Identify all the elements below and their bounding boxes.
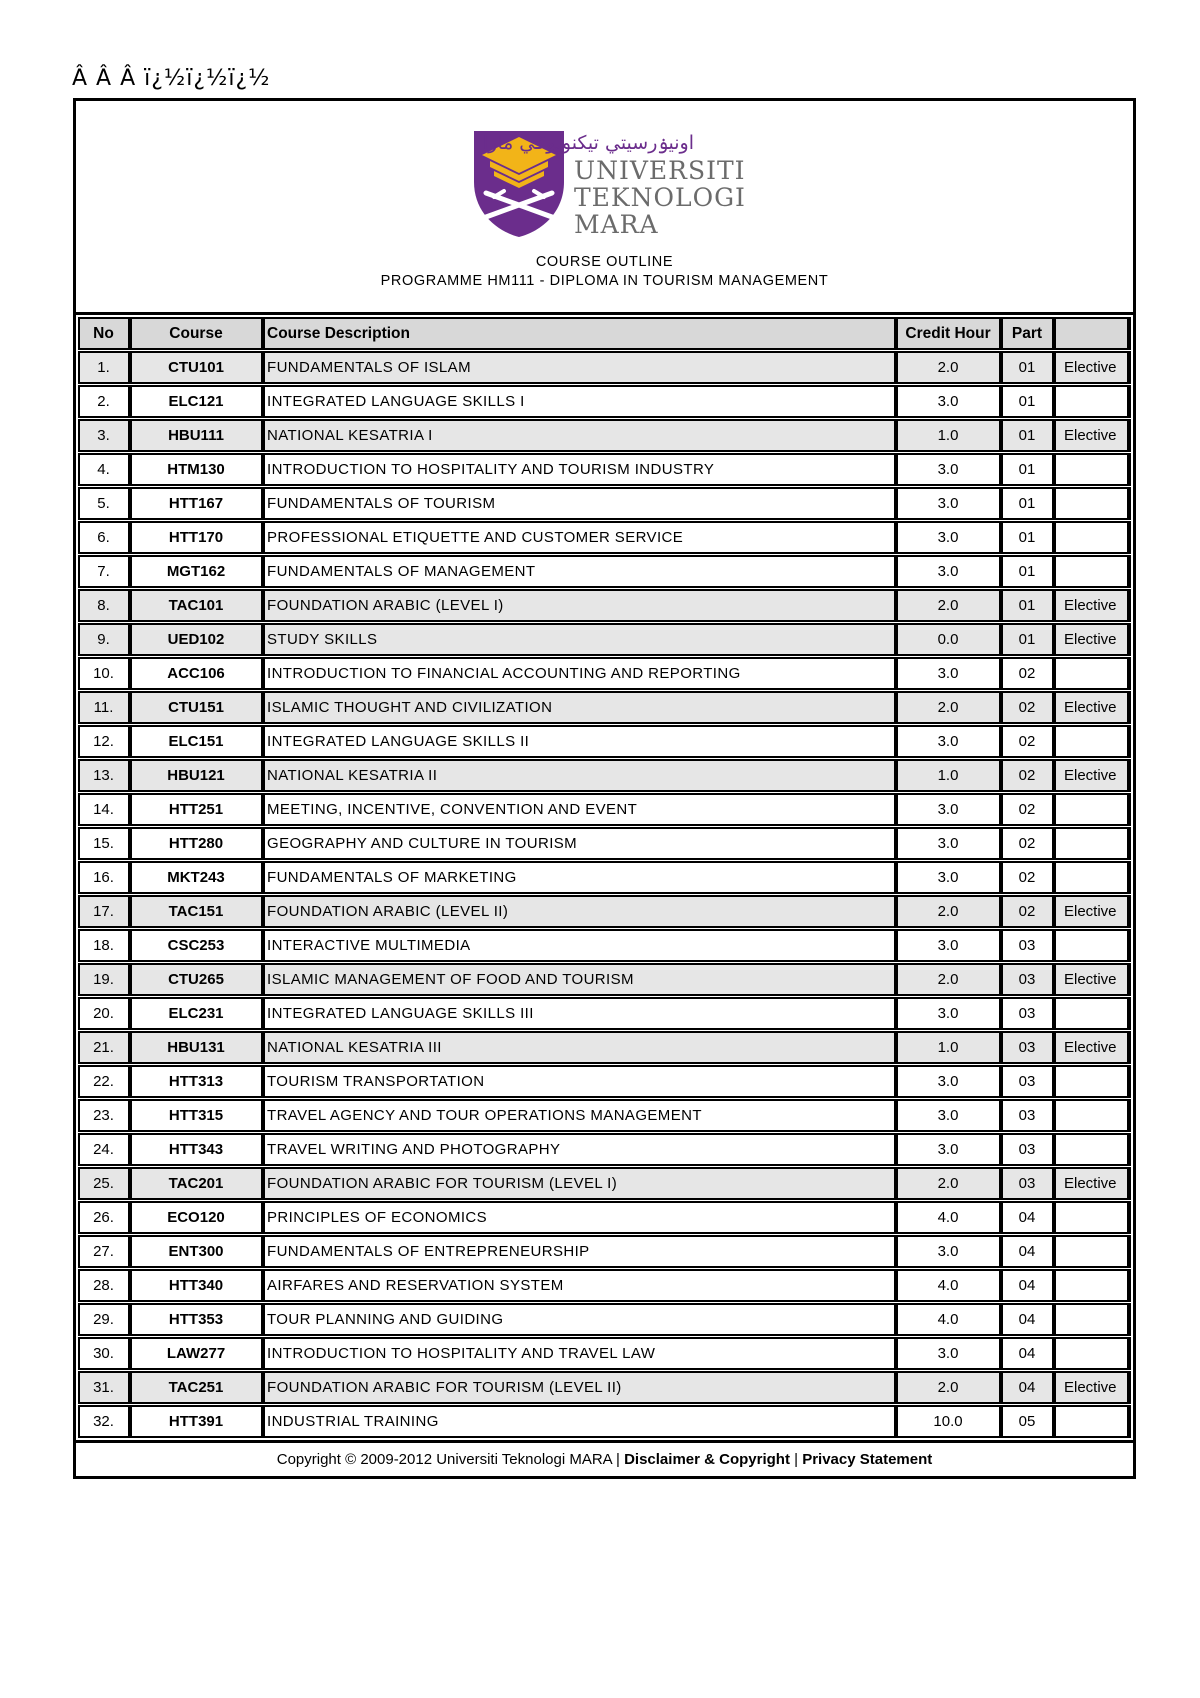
col-header-course: Course [131,318,264,349]
course-type-cell [1055,556,1130,587]
credit-hour-cell: 2.0 [897,590,1002,621]
course-description-cell: INTEGRATED LANGUAGE SKILLS II [264,726,897,757]
course-code-cell: TAC251 [131,1372,264,1403]
credit-hour-cell: 3.0 [897,488,1002,519]
course-number-cell: 22. [79,1066,131,1097]
table-row [79,794,1130,825]
course-number-cell: 13. [79,760,131,791]
course-type-cell [1055,658,1130,689]
course-type-cell: Elective [1055,692,1130,723]
course-description-cell: NATIONAL KESATRIA I [264,420,897,451]
table-row [79,420,1130,451]
course-number-cell: 4. [79,454,131,485]
part-cell: 03 [1002,1066,1055,1097]
course-description-cell: INTEGRATED LANGUAGE SKILLS III [264,998,897,1029]
copyright-text: Copyright © 2009-2012 Universiti Teknologi MARA | [276,1451,625,1468]
part-cell: 01 [1002,454,1055,485]
credit-hour-cell: 1.0 [897,420,1002,451]
table-row [79,1406,1130,1437]
course-description-cell: FOUNDATION ARABIC FOR TOURISM (LEVEL I) [264,1168,897,1199]
credit-hour-cell: 1.0 [897,760,1002,791]
part-cell: 01 [1002,522,1055,553]
course-code-cell: HTT280 [131,828,264,859]
course-description-cell: FOUNDATION ARABIC (LEVEL II) [264,896,897,927]
part-cell: 04 [1002,1270,1055,1301]
course-code-cell: HTT315 [131,1100,264,1131]
course-type-cell: Elective [1055,760,1130,791]
course-code-cell: TAC101 [131,590,264,621]
course-number-cell: 31. [79,1372,131,1403]
credit-hour-cell: 3.0 [897,930,1002,961]
col-header-part: Part [1002,318,1055,349]
course-type-cell: Elective [1055,1168,1130,1199]
table-row [79,862,1130,893]
course-number-cell: 26. [79,1202,131,1233]
course-number-cell: 20. [79,998,131,1029]
table-row [79,1032,1130,1063]
credit-hour-cell: 3.0 [897,1100,1002,1131]
course-type-cell [1055,726,1130,757]
course-type-cell: Elective [1055,624,1130,655]
credit-hour-cell: 2.0 [897,896,1002,927]
course-number-cell: 14. [79,794,131,825]
course-code-cell: CSC253 [131,930,264,961]
course-type-cell [1055,488,1130,519]
course-code-cell: HTM130 [131,454,264,485]
course-code-cell: HBU131 [131,1032,264,1063]
course-type-cell: Elective [1055,1372,1130,1403]
credit-hour-cell: 3.0 [897,1338,1002,1369]
table-row [79,1168,1130,1199]
course-code-cell: ELC231 [131,998,264,1029]
course-description-cell: FUNDAMENTALS OF ISLAM [264,352,897,383]
course-type-cell: Elective [1055,896,1130,927]
credit-hour-cell: 1.0 [897,1032,1002,1063]
course-description-cell: PRINCIPLES OF ECONOMICS [264,1202,897,1233]
course-code-cell: ACC106 [131,658,264,689]
programme-subtitle: PROGRAMME HM111 - DIPLOMA IN TOURISM MANAGEMENT [380,273,829,289]
course-code-cell: CTU101 [131,352,264,383]
course-table-body [79,352,1130,1437]
course-table [79,315,1130,1440]
part-cell: 02 [1002,862,1055,893]
table-row [79,1202,1130,1233]
part-cell: 02 [1002,794,1055,825]
course-description-cell: INTRODUCTION TO FINANCIAL ACCOUNTING AND REPORTING [264,658,897,689]
course-number-cell: 2. [79,386,131,417]
col-header-description: Course Description [264,318,897,349]
credit-hour-cell: 3.0 [897,828,1002,859]
credit-hour-cell: 3.0 [897,556,1002,587]
credit-hour-cell: 3.0 [897,454,1002,485]
course-description-cell: AIRFARES AND RESERVATION SYSTEM [264,1270,897,1301]
course-description-cell: STUDY SKILLS [264,624,897,655]
table-row [79,692,1130,723]
course-code-cell: ELC121 [131,386,264,417]
course-type-cell [1055,1270,1130,1301]
part-cell: 04 [1002,1236,1055,1267]
course-description-cell: ISLAMIC MANAGEMENT OF FOOD AND TOURISM [264,964,897,995]
course-description-cell: INDUSTRIAL TRAINING [264,1406,897,1437]
credit-hour-cell: 4.0 [897,1202,1002,1233]
credit-hour-cell: 3.0 [897,386,1002,417]
course-number-cell: 30. [79,1338,131,1369]
course-type-cell [1055,1100,1130,1131]
part-cell: 03 [1002,1168,1055,1199]
course-number-cell: 15. [79,828,131,859]
part-cell: 02 [1002,828,1055,859]
course-type-cell [1055,1236,1130,1267]
course-type-cell [1055,828,1130,859]
credit-hour-cell: 10.0 [897,1406,1002,1437]
part-cell: 01 [1002,590,1055,621]
course-type-cell: Elective [1055,1032,1130,1063]
credit-hour-cell: 3.0 [897,1236,1002,1267]
course-code-cell: MGT162 [131,556,264,587]
course-code-cell: TAC151 [131,896,264,927]
table-row [79,1372,1130,1403]
table-row [79,624,1130,655]
table-row [79,454,1130,485]
credit-hour-cell: 2.0 [897,352,1002,383]
course-number-cell: 8. [79,590,131,621]
course-description-cell: FUNDAMENTALS OF MANAGEMENT [264,556,897,587]
table-row [79,896,1130,927]
course-description-cell: FOUNDATION ARABIC FOR TOURISM (LEVEL II) [264,1372,897,1403]
course-type-cell [1055,862,1130,893]
part-cell: 03 [1002,1134,1055,1165]
logo-line3: MARA [574,210,659,237]
credit-hour-cell: 4.0 [897,1270,1002,1301]
col-header-credit-hour: Credit Hour [897,318,1002,349]
course-code-cell: HTT353 [131,1304,264,1335]
credit-hour-cell: 3.0 [897,1134,1002,1165]
col-header-type [1055,318,1130,349]
course-number-cell: 7. [79,556,131,587]
table-row [79,590,1130,621]
course-description-cell: NATIONAL KESATRIA III [264,1032,897,1063]
course-number-cell: 19. [79,964,131,995]
credit-hour-cell: 2.0 [897,692,1002,723]
table-row [79,930,1130,961]
course-number-cell: 3. [79,420,131,451]
course-description-cell: TOURISM TRANSPORTATION [264,1066,897,1097]
course-number-cell: 16. [79,862,131,893]
course-type-cell [1055,1202,1130,1233]
part-cell: 03 [1002,998,1055,1029]
course-code-cell: HTT313 [131,1066,264,1097]
course-type-cell: Elective [1055,964,1130,995]
course-code-cell: ECO120 [131,1202,264,1233]
course-description-cell: INTRODUCTION TO HOSPITALITY AND TOURISM INDUSTRY [264,454,897,485]
course-code-cell: UED102 [131,624,264,655]
course-type-cell [1055,794,1130,825]
garbled-header-text: Â Â Â ï¿½ï¿½ï¿½ [72,66,271,91]
part-cell: 04 [1002,1202,1055,1233]
credit-hour-cell: 2.0 [897,1372,1002,1403]
part-cell: 03 [1002,1100,1055,1131]
part-cell: 02 [1002,726,1055,757]
course-type-cell: Elective [1055,352,1130,383]
part-cell: 03 [1002,964,1055,995]
course-code-cell: MKT243 [131,862,264,893]
course-number-cell: 11. [79,692,131,723]
part-cell: 03 [1002,1032,1055,1063]
outline-title: COURSE OUTLINE [535,254,674,270]
footer-separator: | [789,1451,803,1468]
course-number-cell: 1. [79,352,131,383]
part-cell: 04 [1002,1338,1055,1369]
course-number-cell: 25. [79,1168,131,1199]
course-code-cell: TAC201 [131,1168,264,1199]
logo-arabic-text: اونيۏرسيتي تيكنولوݢي مارا [482,132,694,154]
outline-header [76,101,1133,315]
course-code-cell: CTU265 [131,964,264,995]
course-description-cell: FUNDAMENTALS OF ENTREPRENEURSHIP [264,1236,897,1267]
table-row [79,1134,1130,1165]
course-number-cell: 27. [79,1236,131,1267]
course-code-cell: HTT167 [131,488,264,519]
privacy-statement-link[interactable]: Privacy Statement [802,1451,933,1468]
disclaimer-copyright-link[interactable]: Disclaimer & Copyright [624,1451,790,1468]
course-type-cell: Elective [1055,420,1130,451]
course-type-cell [1055,454,1130,485]
part-cell: 01 [1002,386,1055,417]
course-code-cell: HTT340 [131,1270,264,1301]
table-row [79,352,1130,383]
logo-line1: UNIVERSITI [574,156,746,185]
course-description-cell: ISLAMIC THOUGHT AND CIVILIZATION [264,692,897,723]
part-cell: 05 [1002,1406,1055,1437]
course-number-cell: 21. [79,1032,131,1063]
course-description-cell: PROFESSIONAL ETIQUETTE AND CUSTOMER SERVICE [264,522,897,553]
table-row [79,658,1130,689]
course-number-cell: 29. [79,1304,131,1335]
course-description-cell: MEETING, INCENTIVE, CONVENTION AND EVENT [264,794,897,825]
course-code-cell: ELC151 [131,726,264,757]
course-type-cell [1055,522,1130,553]
course-type-cell [1055,1304,1130,1335]
course-table-header-row [79,318,1130,349]
uitm-logo [474,127,764,237]
course-number-cell: 24. [79,1134,131,1165]
part-cell: 04 [1002,1372,1055,1403]
table-row [79,1100,1130,1131]
course-code-cell: HTT343 [131,1134,264,1165]
part-cell: 01 [1002,488,1055,519]
course-code-cell: HBU121 [131,760,264,791]
credit-hour-cell: 3.0 [897,522,1002,553]
course-description-cell: INTRODUCTION TO HOSPITALITY AND TRAVEL LAW [264,1338,897,1369]
course-number-cell: 6. [79,522,131,553]
credit-hour-cell: 3.0 [897,1066,1002,1097]
credit-hour-cell: 2.0 [897,1168,1002,1199]
part-cell: 02 [1002,692,1055,723]
part-cell: 02 [1002,896,1055,927]
credit-hour-cell: 0.0 [897,624,1002,655]
table-row [79,1236,1130,1267]
course-code-cell: LAW277 [131,1338,264,1369]
table-row [79,964,1130,995]
course-description-cell: GEOGRAPHY AND CULTURE IN TOURISM [264,828,897,859]
course-number-cell: 12. [79,726,131,757]
course-code-cell: HTT251 [131,794,264,825]
table-row [79,386,1130,417]
part-cell: 02 [1002,658,1055,689]
course-number-cell: 28. [79,1270,131,1301]
credit-hour-cell: 3.0 [897,998,1002,1029]
course-number-cell: 23. [79,1100,131,1131]
part-cell: 03 [1002,930,1055,961]
table-row [79,1304,1130,1335]
course-number-cell: 5. [79,488,131,519]
course-type-cell: Elective [1055,590,1130,621]
part-cell: 01 [1002,420,1055,451]
course-code-cell: HTT170 [131,522,264,553]
course-type-cell [1055,930,1130,961]
course-code-cell: HTT391 [131,1406,264,1437]
course-number-cell: 10. [79,658,131,689]
course-number-cell: 17. [79,896,131,927]
table-row [79,556,1130,587]
table-row [79,1270,1130,1301]
course-number-cell: 18. [79,930,131,961]
course-code-cell: HBU111 [131,420,264,451]
table-row [79,1066,1130,1097]
course-type-cell [1055,1134,1130,1165]
course-type-cell [1055,998,1130,1029]
part-cell: 04 [1002,1304,1055,1335]
course-description-cell: TRAVEL AGENCY AND TOUR OPERATIONS MANAGEMENT [264,1100,897,1131]
course-description-cell: FUNDAMENTALS OF MARKETING [264,862,897,893]
credit-hour-cell: 3.0 [897,862,1002,893]
part-cell: 01 [1002,624,1055,655]
course-type-cell [1055,1338,1130,1369]
credit-hour-cell: 4.0 [897,1304,1002,1335]
part-cell: 02 [1002,760,1055,791]
table-row [79,1338,1130,1369]
part-cell: 01 [1002,352,1055,383]
credit-hour-cell: 3.0 [897,794,1002,825]
credit-hour-cell: 3.0 [897,658,1002,689]
table-row [79,760,1130,791]
table-row [79,522,1130,553]
table-row [79,488,1130,519]
course-description-cell: FOUNDATION ARABIC (LEVEL I) [264,590,897,621]
col-header-no: No [79,318,131,349]
table-row [79,828,1130,859]
table-row [79,998,1130,1029]
logo-line2: TEKNOLOGI [574,183,746,212]
page-footer [76,1440,1133,1476]
course-description-cell: TRAVEL WRITING AND PHOTOGRAPHY [264,1134,897,1165]
part-cell: 01 [1002,556,1055,587]
course-type-cell [1055,1066,1130,1097]
course-type-cell [1055,386,1130,417]
course-description-cell: NATIONAL KESATRIA II [264,760,897,791]
course-type-cell [1055,1406,1130,1437]
course-description-cell: INTEGRATED LANGUAGE SKILLS I [264,386,897,417]
course-description-cell: FUNDAMENTALS OF TOURISM [264,488,897,519]
credit-hour-cell: 2.0 [897,964,1002,995]
course-code-cell: ENT300 [131,1236,264,1267]
course-number-cell: 32. [79,1406,131,1437]
course-code-cell: CTU151 [131,692,264,723]
course-description-cell: TOUR PLANNING AND GUIDING [264,1304,897,1335]
table-row [79,726,1130,757]
course-description-cell: INTERACTIVE MULTIMEDIA [264,930,897,961]
course-outline-frame [73,98,1136,1479]
course-number-cell: 9. [79,624,131,655]
credit-hour-cell: 3.0 [897,726,1002,757]
